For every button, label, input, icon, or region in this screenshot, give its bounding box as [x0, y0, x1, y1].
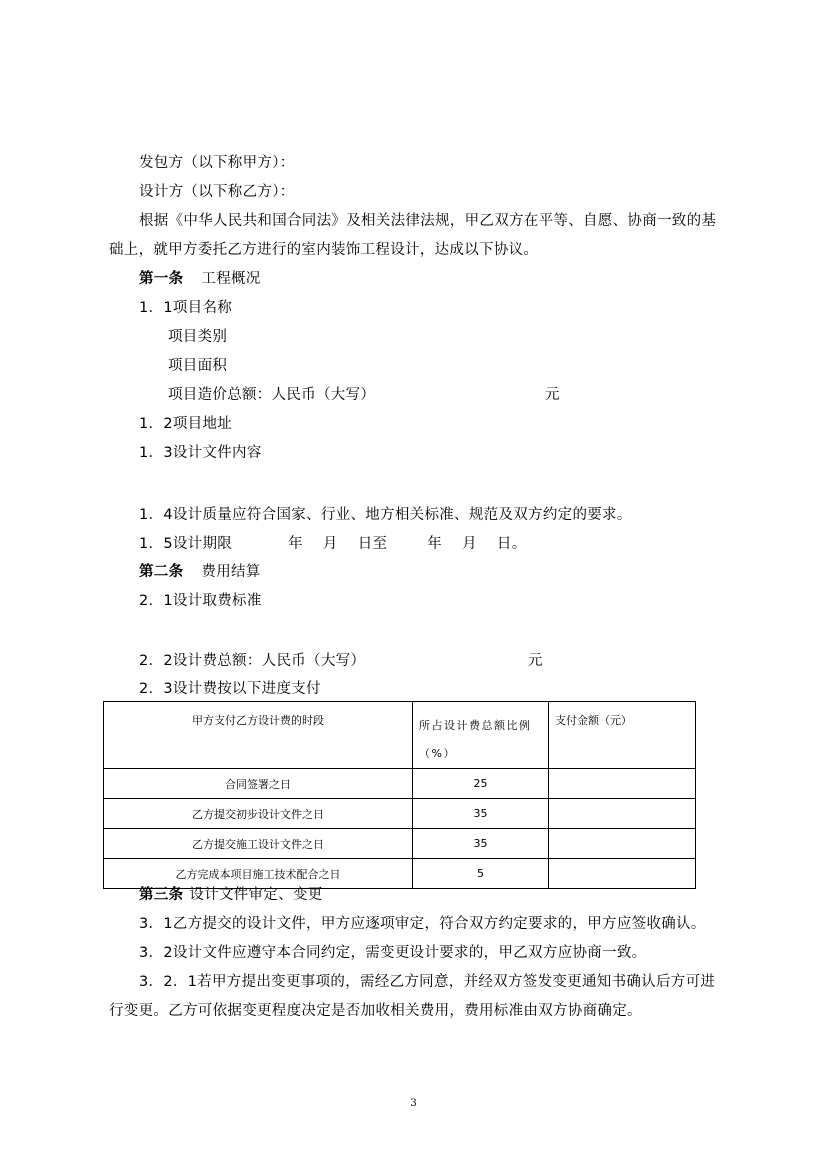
table-row [104, 799, 696, 829]
header-period: 甲方支付乙方设计费的时段 [104, 702, 413, 769]
page-number: 3 [410, 1098, 417, 1109]
article-3-heading [139, 886, 323, 904]
project-cost-unit: 元 [545, 387, 560, 403]
item-2-2-unit: 元 [528, 653, 543, 669]
article-2-title: 费用结算 [201, 564, 261, 580]
item-3-2-1-line-2: 行变更。乙方可依据变更程度决定是否加收相关费用，费用标准由双方协商确定。 [109, 1003, 642, 1019]
end-year: 年 [427, 536, 443, 552]
percentage-cell: 35 [413, 799, 549, 829]
percentage-cell: 5 [413, 859, 549, 889]
basis-line-1: 根据《中华人民共和国合同法》及相关法律法规，甲乙双方在平等、自愿、协商一致的基 [139, 213, 717, 229]
amount-cell [549, 859, 696, 889]
item-3-1: 3．1乙方提交的设计文件，甲方应逐项审定，符合双方约定要求的，甲方应签收确认。 [139, 916, 706, 932]
header-amount: 支付金额（元） [549, 702, 696, 769]
period-cell: 乙方完成本项目施工技术配合之日 [104, 859, 413, 889]
party-b-line: 设计方（以下称乙方）： [139, 184, 295, 200]
table-row [104, 829, 696, 859]
article-1-title: 工程概况 [201, 271, 261, 287]
project-category: 项目类别 [168, 329, 228, 345]
period-cell: 乙方提交施工设计文件之日 [104, 829, 413, 859]
item-1-5 [139, 535, 527, 553]
start-day: 日至 [357, 536, 388, 552]
table-row [104, 859, 696, 889]
item-2-3: 2．3设计费按以下进度支付 [139, 681, 321, 697]
project-cost: 项目造价总额：人民币（大写） [168, 387, 376, 403]
amount-cell [549, 769, 696, 799]
item-3-2-1-line-1: 3．2．1若甲方提出变更事项的，需经乙方同意，并经双方签发变更通知书确认后方可进 [139, 974, 716, 990]
table-row [104, 769, 696, 799]
period-cell: 合同签署之日 [104, 769, 413, 799]
article-1-heading [139, 270, 261, 288]
article-2-number: 第二条 [139, 564, 184, 580]
item-2-1: 2．1设计取费标准 [139, 593, 262, 609]
article-3-number: 第三条 [139, 887, 184, 903]
payment-schedule-table [103, 701, 696, 889]
period-cell: 乙方提交初步设计文件之日 [104, 799, 413, 829]
party-a-line: 发包方（以下称甲方）： [139, 155, 295, 171]
basis-line-2: 础上，就甲方委托乙方进行的室内装饰工程设计，达成以下协议。 [109, 242, 539, 258]
item-1-4: 1．4设计质量应符合国家、行业、地方相关标准、规范及双方约定的要求。 [139, 507, 632, 523]
end-day: 日。 [496, 536, 527, 552]
article-1-number: 第一条 [139, 271, 184, 287]
item-1-1: 1．1项目名称 [139, 300, 233, 316]
table-header-row [104, 702, 696, 769]
header-percentage: 所占设计费总额比例（%） [413, 702, 549, 769]
project-area: 项目面积 [168, 358, 228, 374]
percentage-cell: 25 [413, 769, 549, 799]
article-2-heading [139, 563, 261, 581]
item-1-2: 1．2项目地址 [139, 416, 233, 432]
start-year: 年 [288, 536, 303, 552]
amount-cell [549, 799, 696, 829]
end-month: 月 [462, 536, 477, 552]
article-3-title: 设计文件审定、变更 [189, 887, 323, 903]
item-3-2: 3．2设计文件应遵守本合同约定，需变更设计要求的，甲乙双方应协商一致。 [139, 945, 647, 961]
percentage-cell: 35 [413, 829, 549, 859]
item-2-2: 2．2设计费总额：人民币（大写） [139, 653, 366, 669]
amount-cell [549, 829, 696, 859]
item-1-3: 1．3设计文件内容 [139, 445, 262, 461]
item-1-5-label: 1．5设计期限 [139, 536, 233, 552]
start-month: 月 [322, 536, 338, 552]
